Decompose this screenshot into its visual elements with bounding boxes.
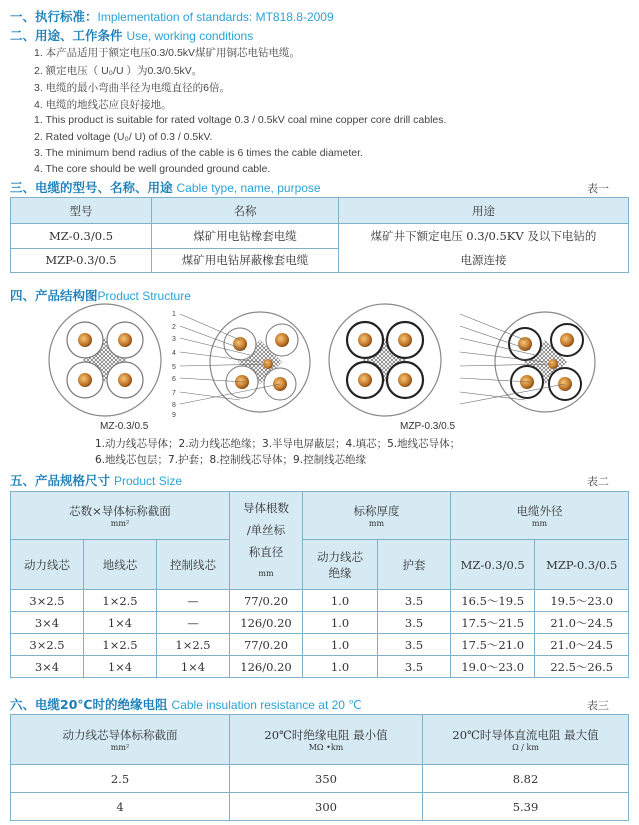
cell: 126/0.20 xyxy=(230,656,303,678)
cell-model: MZ-0.3/0.5 xyxy=(11,224,152,249)
cell: 3.5 xyxy=(378,612,451,634)
cell: 3×4 xyxy=(11,612,84,634)
cell: — xyxy=(157,590,230,612)
cell: 8.82 xyxy=(423,765,629,793)
callout-number: 3 xyxy=(172,336,176,343)
use-line: 2. 额定电压（ U₀/U ）为0.3/0.5kV。 xyxy=(34,65,203,77)
section-size: 五、产品规格尺寸 Product Size xyxy=(10,473,183,488)
callout-number: 1 xyxy=(172,311,176,318)
cell: 3×4 xyxy=(11,656,84,678)
table-row xyxy=(11,634,629,656)
cell: 1×4 xyxy=(84,656,157,678)
cell: 1.0 xyxy=(303,590,378,612)
mz-cross-section xyxy=(49,304,161,416)
use-line: 4. The core should be well grounded ground cable. xyxy=(34,163,271,175)
cell: 1×4 xyxy=(157,656,230,678)
cell: 3.5 xyxy=(378,656,451,678)
header-thickness: 标称厚度 mm xyxy=(303,492,451,540)
cell: 1.0 xyxy=(303,656,378,678)
use-line: 1. This product is suitable for rated voltage 0.3 / 0.5kV coal mine copper core drill cables. xyxy=(34,114,447,126)
cell: 5.39 xyxy=(423,793,629,821)
cell: 1×4 xyxy=(84,612,157,634)
callout-number: 8 xyxy=(172,402,176,409)
callout-number: 2 xyxy=(172,324,176,331)
cell: 3.5 xyxy=(378,590,451,612)
cell: 126/0.20 xyxy=(230,612,303,634)
cell: 21.0～24.5 xyxy=(535,612,629,634)
cell-model: MZP-0.3/0.5 xyxy=(11,248,152,273)
cell: 3×2.5 xyxy=(11,590,84,612)
table-row xyxy=(11,224,629,249)
header-model: 型号 xyxy=(11,198,152,224)
subheader: 动力线芯 xyxy=(11,540,84,590)
cell: 4 xyxy=(11,793,230,821)
use-line: 4. 电缆的地线芯应良好接地。 xyxy=(34,99,172,111)
cell: 3.5 xyxy=(378,634,451,656)
table-row xyxy=(11,590,629,612)
header-count: 导体根数 /单丝标 称直径 mm xyxy=(230,492,303,590)
cell: 17.5～21.0 xyxy=(451,634,535,656)
cell-name: 煤矿用电钻屏蔽橡套电缆 xyxy=(152,248,339,273)
header-insulation-resistance: 20℃时绝缘电阻 最小值 MΩ •km xyxy=(230,715,423,765)
cell: 300 xyxy=(230,793,423,821)
subheader: 地线芯 xyxy=(84,540,157,590)
section-use: 二、用途、工作条件 Use, working conditions xyxy=(10,28,254,43)
subheader: 动力线芯 绝缘 xyxy=(303,540,378,590)
callout-number: 4 xyxy=(172,350,176,357)
subheader: 控制线芯 xyxy=(157,540,230,590)
insulation-table xyxy=(10,714,629,821)
callout-number: 9 xyxy=(172,412,176,419)
table-row xyxy=(11,612,629,634)
section-standards: 一、执行标准：Implementation of standards: MT818.8-2009 xyxy=(10,9,334,24)
cell: 1.0 xyxy=(303,634,378,656)
header-name: 名称 xyxy=(152,198,339,224)
header-od: 电缆外径 mm xyxy=(451,492,629,540)
use-line: 3. The minimum bend radius of the cable is 6 times the cable diameter. xyxy=(34,147,363,159)
cell: 1×2.5 xyxy=(157,634,230,656)
table-label: 表一 xyxy=(587,182,609,195)
size-table xyxy=(10,491,629,678)
callout-number: 7 xyxy=(172,390,176,397)
section-structure: 四、产品结构图Product Structure xyxy=(10,288,191,303)
mzp-cross-section xyxy=(329,304,441,416)
cell: 1.0 xyxy=(303,612,378,634)
type-table xyxy=(10,197,629,273)
use-line: 3. 电缆的最小弯曲半径为电缆直径的6倍。 xyxy=(34,82,231,94)
cell: 77/0.20 xyxy=(230,634,303,656)
table-label: 表三 xyxy=(587,699,609,712)
cell: — xyxy=(157,612,230,634)
cell-use: 煤矿井下额定电压 0.3/0.5KV 及以下电钻的 电源连接 xyxy=(339,224,629,273)
cell: 1×2.5 xyxy=(84,634,157,656)
cell: 350 xyxy=(230,765,423,793)
use-line: 1. 本产品适用于额定电压0.3/0.5kV煤矿用铜芯电钻电缆。 xyxy=(34,47,301,59)
header-use: 用途 xyxy=(339,198,629,224)
table-row xyxy=(11,765,629,793)
table-row xyxy=(11,793,629,821)
subheader: MZ-0.3/0.5 xyxy=(451,540,535,590)
subheader: MZP-0.3/0.5 xyxy=(535,540,629,590)
cell: 19.5～23.0 xyxy=(535,590,629,612)
section-type: 三、电缆的型号、名称、用途 Cable type, name, purpose xyxy=(10,180,321,195)
cell: 21.0～24.5 xyxy=(535,634,629,656)
caption-mz: MZ-0.3/0.5 xyxy=(100,421,149,432)
cell: 3×2.5 xyxy=(11,634,84,656)
cell-name: 煤矿用电钻橡套电缆 xyxy=(152,224,339,249)
subheader: 护套 xyxy=(378,540,451,590)
cell: 77/0.20 xyxy=(230,590,303,612)
use-line: 2. Rated voltage (U₀/ U) of 0.3 / 0.5kV. xyxy=(34,131,213,143)
table-row xyxy=(11,656,629,678)
header-dc-resistance: 20℃时导体直流电阻 最大值 Ω / km xyxy=(423,715,629,765)
cell: 1×2.5 xyxy=(84,590,157,612)
structure-legend: 1.动力线芯导体；2.动力线芯绝缘；3.半导电屏蔽层；4.填芯；5.地线芯导体； xyxy=(95,438,461,450)
cell: 2.5 xyxy=(11,765,230,793)
structure-legend: 6.地线芯包层；7.护套；8.控制线芯导体；9.控制线芯绝缘 xyxy=(95,454,367,466)
caption-mzp: MZP-0.3/0.5 xyxy=(400,421,456,432)
table-label: 表二 xyxy=(587,475,609,488)
header-core: 芯数×导体标称截面 mm² xyxy=(11,492,230,540)
callout-number: 5 xyxy=(172,364,176,371)
cell: 17.5～21.5 xyxy=(451,612,535,634)
cell: 19.0～23.0 xyxy=(451,656,535,678)
section-insulation: 六、电缆20℃时的绝缘电阻 Cable insulation resistance at 20 ℃ xyxy=(10,697,362,712)
cell: 22.5～26.5 xyxy=(535,656,629,678)
cell: 16.5～19.5 xyxy=(451,590,535,612)
callout-number: 6 xyxy=(172,376,176,383)
header-section: 动力线芯导体标称截面 mm² xyxy=(11,715,230,765)
structure-diagram xyxy=(40,300,620,420)
